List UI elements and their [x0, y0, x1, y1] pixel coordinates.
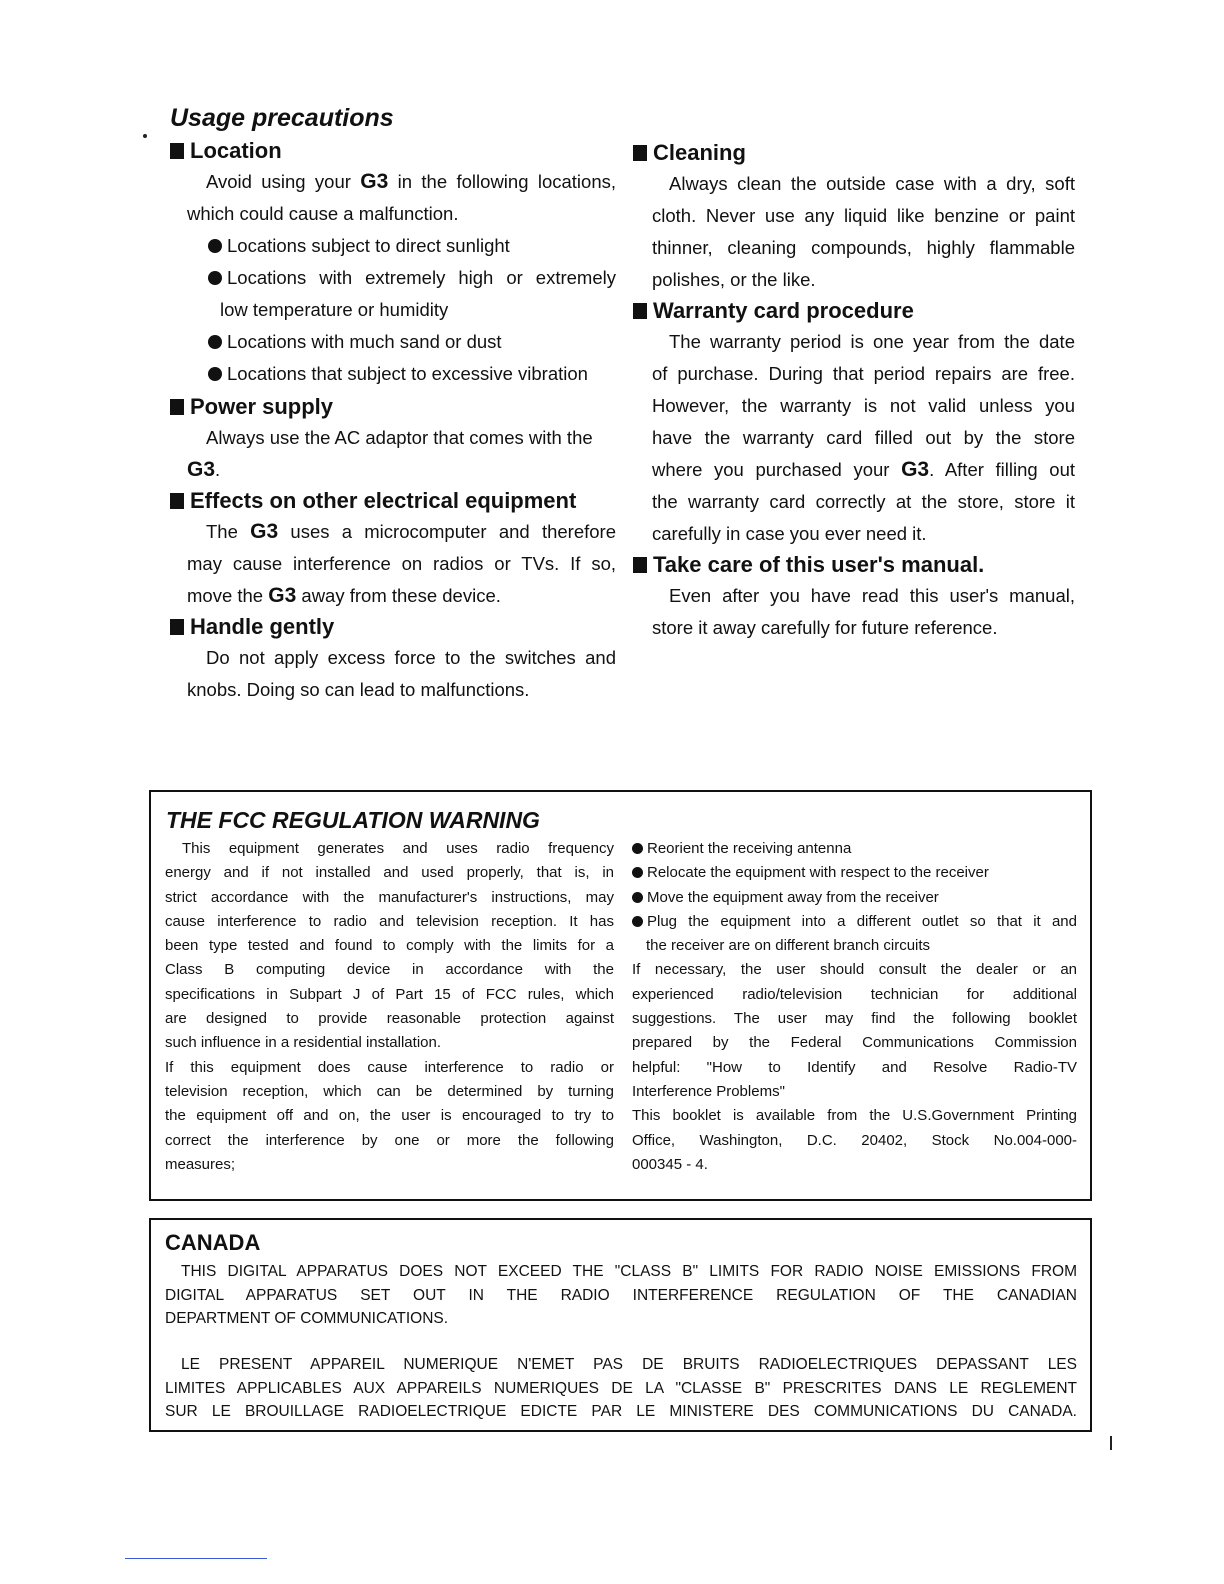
list-item: Locations that subject to excessive vibration — [208, 358, 616, 390]
cleaning-line: Always clean the outside case with a dry, soft — [669, 173, 1075, 194]
fcc-left-column — [165, 837, 614, 1177]
location-intro-line2: which could cause a malfunction. — [187, 203, 459, 224]
fcc-line: measures; — [165, 1155, 236, 1173]
fcc-line: cause interference to radio and television reception. It has — [165, 912, 614, 930]
warranty-line: the warranty card correctly at the store, store it — [652, 491, 1075, 512]
fcc-line: television reception, which can be determined by turning — [165, 1082, 614, 1100]
manual-line1: Even after you have read this user's manual, — [669, 585, 1075, 606]
canada-line: LIMITES APPLICABLES AUX APPAREILS NUMERIQUES DE LA "CLASSE B" PRESCRITES DANS LE REGLEMENT — [165, 1379, 1077, 1397]
warranty-line: of purchase. During that period repairs are free. — [652, 363, 1075, 384]
list-item: Locations subject to direct sunlight — [208, 230, 616, 262]
fcc-line: If necessary, the user should consult the dealer or an — [632, 961, 1077, 979]
cleaning-line: polishes, or the like. — [652, 269, 816, 290]
cleaning-heading: Cleaning — [633, 140, 1075, 166]
list-item: Plug the equipment into a different outlet so that it and — [632, 910, 1077, 934]
fcc-line: strict accordance with the manufacturer's instructions, may — [165, 888, 614, 906]
square-bullet-icon — [170, 493, 184, 509]
manual-line2: store it away carefully for future reference. — [652, 617, 998, 638]
effects-line1: The G3 uses a microcomputer and therefore — [206, 520, 616, 543]
scan-mark — [1110, 1436, 1112, 1450]
square-bullet-icon — [170, 619, 184, 635]
left-column — [170, 138, 616, 706]
fcc-line: Class B computing device in accordance with the — [165, 961, 614, 979]
handle-line2: knobs. Doing so can lead to malfunctions. — [187, 679, 530, 700]
effects-heading: Effects on other electrical equipment — [170, 488, 616, 514]
handle-line1: Do not apply excess force to the switches and — [206, 647, 616, 668]
handle-heading: Handle gently — [170, 614, 616, 640]
canada-line: DEPARTMENT OF COMMUNICATIONS. — [165, 1310, 449, 1327]
list-item: Locations with much sand or dust — [208, 326, 616, 358]
fcc-line: Interference Problems" — [632, 1082, 785, 1100]
fcc-line: are designed to provide reasonable protection against — [165, 1010, 614, 1028]
fcc-line: prepared by the Federal Communications Commission — [632, 1034, 1077, 1052]
location-heading: Location — [170, 138, 616, 164]
warranty-line: where you purchased your G3. After filling out — [652, 458, 1076, 481]
power-supply-heading: Power supply — [170, 394, 616, 420]
canada-english — [165, 1260, 1077, 1331]
list-item: Locations with extremely high or extremely — [208, 262, 616, 294]
canada-french — [165, 1353, 1077, 1424]
bullet-dot-icon — [208, 271, 222, 285]
manual-heading: Take care of this user's manual. — [633, 552, 1075, 578]
warranty-line: The warranty period is one year from the date — [669, 331, 1075, 352]
warranty-heading: Warranty card procedure — [633, 298, 1075, 324]
power-line2: G3. — [187, 458, 221, 481]
fcc-right-column — [632, 837, 1077, 1177]
canada-line: DIGITAL APPARATUS SET OUT IN THE RADIO INTERFERENCE REGULATION OF THE CANADIAN — [165, 1286, 1077, 1304]
list-item-continuation: low temperature or humidity — [220, 299, 449, 320]
canada-line: THIS DIGITAL APPARATUS DOES NOT EXCEED THE "CLASS B" LIMITS FOR RADIO NOISE EMISSIONS FROM — [181, 1263, 1077, 1280]
square-bullet-icon — [633, 557, 647, 573]
bullet-dot-icon — [632, 867, 643, 878]
power-line1: Always use the AC adaptor that comes with the — [206, 427, 593, 448]
effects-line2: may cause interference on radios or TVs. If so, — [187, 553, 616, 574]
cleaning-line: cloth. Never use any liquid like benzine or paint — [652, 205, 1075, 226]
square-bullet-icon — [633, 303, 647, 319]
fcc-line: been type tested and found to comply with the limits for a — [165, 937, 614, 955]
scan-underline — [125, 1558, 267, 1559]
bullet-dot-icon — [632, 916, 643, 927]
fcc-line: This equipment generates and uses radio frequency — [182, 840, 614, 857]
fcc-line: energy and if not installed and used properly, that is, in — [165, 864, 614, 882]
fcc-line: the equipment off and on, the user is encouraged to try to — [165, 1107, 614, 1125]
square-bullet-icon — [170, 143, 184, 159]
list-item: Relocate the equipment with respect to the receiver — [632, 861, 1077, 885]
location-intro: Avoid using your G3 in the following locations, — [206, 170, 617, 193]
bullet-dot-icon — [208, 367, 222, 381]
canada-box — [149, 1218, 1092, 1432]
bullet-dot-icon — [208, 335, 222, 349]
fcc-line: Office, Washington, D.C. 20402, Stock No.004-000- — [632, 1131, 1077, 1149]
list-item: Reorient the receiving antenna — [632, 837, 1077, 861]
fcc-line: correct the interference by one or more the following — [165, 1131, 614, 1149]
fcc-line: This booklet is available from the U.S.Government Printing — [632, 1107, 1077, 1125]
fcc-line: experienced radio/television technician for additional — [632, 985, 1077, 1003]
fcc-line: such influence in a residential installation. — [165, 1034, 441, 1052]
fcc-line: suggestions. The user may find the following booklet — [632, 1010, 1077, 1028]
cleaning-line: thinner, cleaning compounds, highly flammable — [652, 237, 1075, 258]
fcc-line: 000345 - 4. — [632, 1155, 708, 1173]
fcc-title: THE FCC REGULATION WARNING — [166, 807, 540, 833]
warranty-line: have the warranty card filled out by the store — [652, 427, 1075, 448]
bullet-dot-icon — [632, 892, 643, 903]
bullet-dot-icon — [208, 239, 222, 253]
effects-line3: move the G3 away from these device. — [187, 584, 501, 607]
warranty-line: However, the warranty is not valid unless you — [652, 395, 1075, 416]
canada-line: LE PRESENT APPAREIL NUMERIQUE N'EMET PAS DE BRUITS RADIOELECTRIQUES DEPASSANT LES — [181, 1356, 1077, 1373]
bullet-dot-icon — [632, 843, 643, 854]
fcc-line: specifications in Subpart J of Part 15 of FCC rules, which — [165, 985, 614, 1003]
fcc-warning-box — [149, 790, 1092, 1201]
fcc-line: helpful: "How to Identify and Resolve Radio-TV — [632, 1058, 1077, 1076]
canada-title: CANADA — [165, 1230, 261, 1255]
square-bullet-icon — [170, 399, 184, 415]
canada-line: SUR LE BROUILLAGE RADIOELECTRIQUE EDICTE PAR LE MINISTERE DES COMMUNICATIONS DU CANADA. — [165, 1403, 1077, 1420]
list-item-continuation: the receiver are on different branch circuits — [646, 937, 931, 955]
right-column — [633, 140, 1075, 644]
square-bullet-icon — [633, 145, 647, 161]
page-title: Usage precautions — [170, 104, 394, 132]
list-item: Move the equipment away from the receiver — [632, 886, 1077, 910]
fcc-line: If this equipment does cause interference to radio or — [165, 1058, 614, 1076]
warranty-line: carefully in case you ever need it. — [652, 523, 927, 544]
scan-dot — [143, 134, 147, 138]
